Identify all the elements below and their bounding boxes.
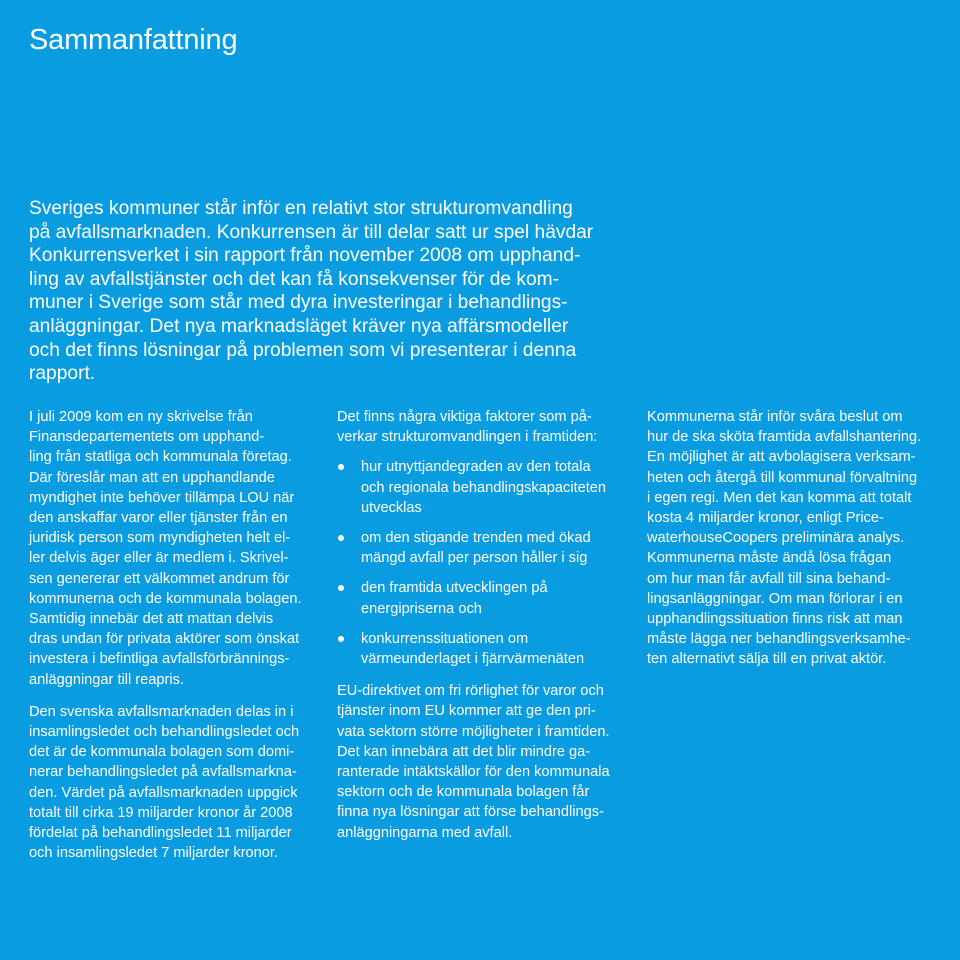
col1-paragraph-2 bbox=[29, 702, 329, 864]
text-line: sektorn och de kommunala bolagen får bbox=[337, 784, 590, 801]
bullet-icon bbox=[338, 585, 344, 591]
text-line: nerar behandlingsledet på avfallsmarkna- bbox=[29, 764, 297, 781]
col2-intro bbox=[337, 407, 637, 447]
text-line: energipriserna och bbox=[361, 600, 482, 617]
text-line: hur de ska sköta framtida avfallshantering. bbox=[647, 429, 922, 446]
text-line: ranterade intäktskällor för den kommunala bbox=[337, 764, 610, 781]
intro-line: på avfallsmarknaden. Konkurrensen är till delar satt ur spel hävdar bbox=[29, 221, 594, 243]
intro-line: rapport. bbox=[29, 363, 96, 385]
text-line: tjänster inom EU kommer att ge den pri- bbox=[337, 703, 596, 720]
text-line: vata sektorn större möjligheter i framtiden. bbox=[337, 723, 610, 740]
column-middle bbox=[337, 407, 637, 843]
text-line: den anskaffar varor eller tjänster från en bbox=[29, 510, 288, 527]
text-line: insamlingsledet och behandlingsledet och bbox=[29, 724, 300, 741]
text-line: dras undan för privata aktörer som önskat bbox=[29, 631, 300, 648]
bullet-icon bbox=[338, 636, 344, 642]
text-line: ler delvis äger eller är medlem i. Skrivel- bbox=[29, 550, 289, 567]
text-line: kosta 4 miljarder kronor, enligt Price- bbox=[647, 510, 884, 527]
col2-paragraph-2 bbox=[337, 681, 637, 843]
text-line: En möjlighet är att avbolagisera verksam- bbox=[647, 449, 916, 466]
bullet-icon bbox=[338, 535, 344, 541]
text-line: waterhouseCoopers preliminära analys. bbox=[647, 530, 905, 547]
text-line: i egen regi. Men det kan komma att totalt bbox=[647, 489, 912, 506]
text-line: det är de kommunala bolagen som domi- bbox=[29, 744, 295, 761]
column-right bbox=[647, 407, 947, 670]
text-line: Finansdepartementets om upphand- bbox=[29, 429, 265, 446]
text-line: heten och återgå till kommunal förvaltning bbox=[647, 469, 918, 486]
bullet-icon bbox=[338, 464, 344, 470]
text-line: värmeunderlaget i fjärrvärmenäten bbox=[361, 651, 585, 668]
text-line: lingsanläggningar. Om man förlorar i en bbox=[647, 590, 903, 607]
text-line: om den stigande trenden med ökad bbox=[361, 530, 591, 547]
text-line: utvecklas bbox=[361, 499, 422, 516]
text-line: I juli 2009 kom en ny skrivelse från bbox=[29, 409, 253, 425]
text-line: Det kan innebära att det blir mindre ga- bbox=[337, 743, 591, 760]
text-line: Det finns några viktiga faktorer som på- bbox=[337, 409, 592, 425]
text-line: om hur man får avfall till sina behand- bbox=[647, 570, 891, 587]
intro-line: ling av avfallstjänster och det kan få konsekvenser för de kom- bbox=[29, 268, 560, 290]
list-item bbox=[337, 528, 637, 568]
column-left bbox=[29, 407, 329, 863]
text-line: upphandlingssituation finns risk att man bbox=[647, 611, 903, 628]
factor-list bbox=[337, 457, 637, 669]
text-line: måste lägga ner behandlingsverksamhe- bbox=[647, 631, 911, 648]
text-line: mängd avfall per person håller i sig bbox=[361, 550, 588, 567]
text-line: Där föreslår man att en upphandlande bbox=[29, 469, 275, 486]
col1-paragraph-1 bbox=[29, 407, 329, 690]
text-line: myndighet inte behöver tillämpa LOU när bbox=[29, 489, 295, 506]
text-line: Kommunerna måste ändå lösa frågan bbox=[647, 550, 892, 567]
text-line: anläggningar till reapris. bbox=[29, 671, 184, 688]
text-line: Den svenska avfallsmarknaden delas in i bbox=[29, 703, 294, 720]
text-line: EU-direktivet om fri rörlighet för varor och bbox=[337, 683, 604, 700]
text-line: kommunerna och de kommunala bolagen. bbox=[29, 590, 302, 607]
text-line: totalt till cirka 19 miljarder kronor år 2008 bbox=[29, 804, 293, 821]
text-line: fördelat på behandlingsledet 11 miljarder bbox=[29, 825, 292, 842]
text-line: verkar strukturomvandlingen i framtiden: bbox=[337, 429, 598, 446]
intro-line: och det finns lösningar på problemen som vi presenterar i denna bbox=[29, 339, 577, 361]
intro-paragraph bbox=[29, 197, 629, 386]
page-title: Sammanfattning bbox=[29, 24, 238, 56]
text-line: anläggningarna med avfall. bbox=[337, 824, 513, 841]
text-line: och regionala behandlingskapaciteten bbox=[361, 479, 607, 496]
intro-line: muner i Sverige som står med dyra investeringar i behandlings- bbox=[29, 292, 568, 314]
text-line: hur utnyttjandegraden av den totala bbox=[361, 459, 591, 476]
text-line: konkurrenssituationen om bbox=[361, 630, 529, 647]
text-line: Samtidig innebär det att mattan delvis bbox=[29, 611, 274, 628]
text-line: ten alternativt sälja till en privat aktör. bbox=[647, 651, 887, 668]
text-line: Kommunerna står inför svåra beslut om bbox=[647, 409, 903, 425]
text-line: och insamlingsledet 7 miljarder kronor. bbox=[29, 845, 279, 862]
list-item bbox=[337, 457, 637, 518]
list-item bbox=[337, 578, 637, 618]
intro-line: anläggningar. Det nya marknadsläget kräver nya affärsmodeller bbox=[29, 315, 569, 337]
text-line: sen genererar ett välkommet andrum för bbox=[29, 570, 290, 587]
intro-line: Konkurrensverket i sin rapport från november 2008 om upphand- bbox=[29, 245, 581, 267]
text-line: juridisk person som myndigheten helt el- bbox=[29, 530, 291, 547]
text-line: den framtida utvecklingen på bbox=[361, 580, 548, 597]
text-line: den. Värdet på avfallsmarknaden uppgick bbox=[29, 784, 298, 801]
col3-paragraph-1 bbox=[647, 407, 947, 670]
intro-line: Sveriges kommuner står inför en relativt stor strukturomvandling bbox=[29, 198, 573, 219]
text-line: investera i befintliga avfallsförbrännings- bbox=[29, 651, 290, 668]
text-line: ling från statliga och kommunala företag. bbox=[29, 449, 292, 466]
list-item bbox=[337, 629, 637, 669]
text-line: finna nya lösningar att förse behandlings- bbox=[337, 804, 604, 821]
